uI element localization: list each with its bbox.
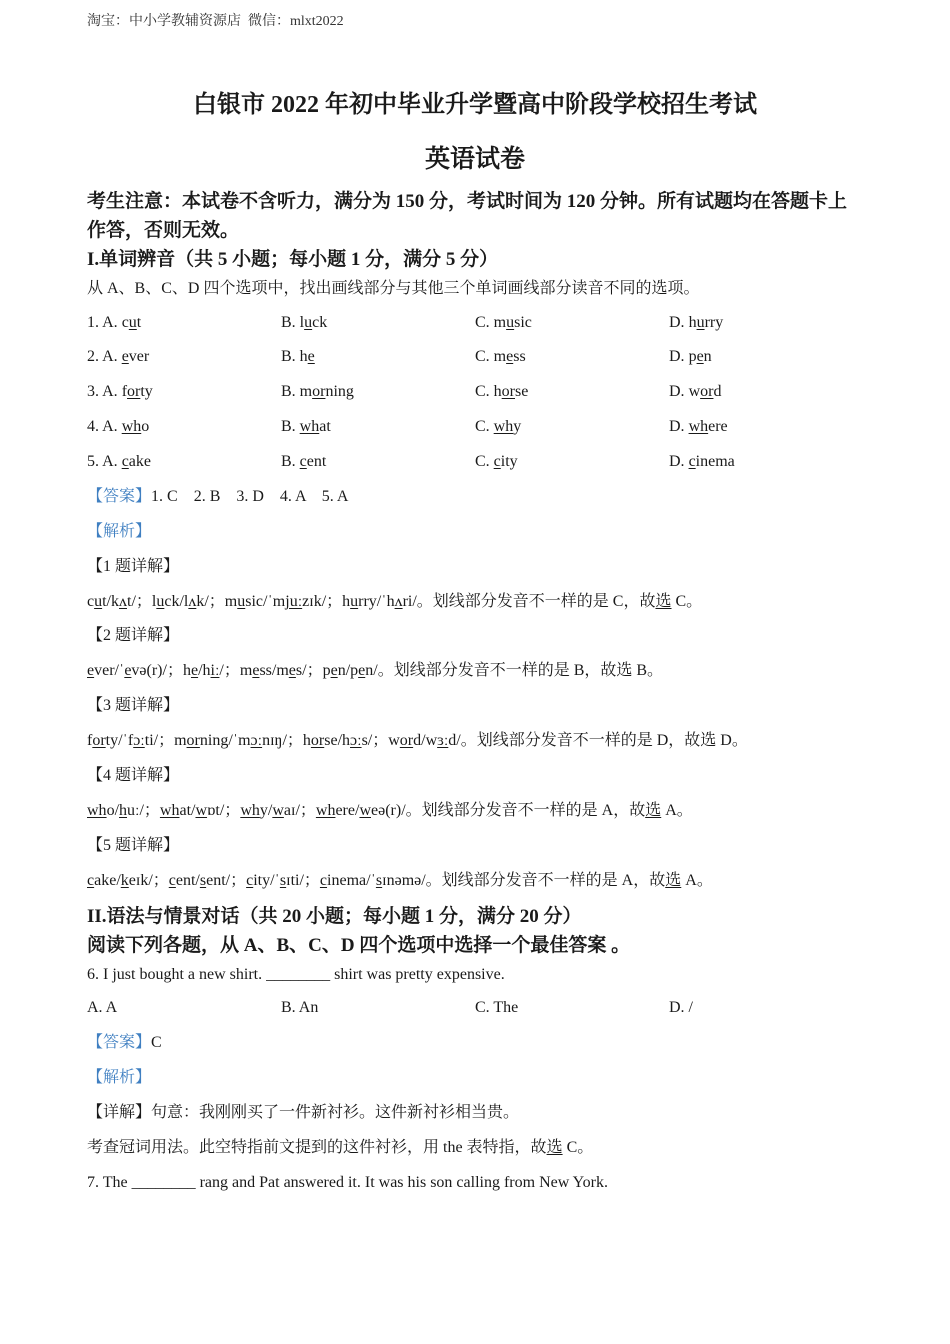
text-segment: at/ [179,801,196,819]
word-part: p [688,348,697,366]
word-part: h [299,348,308,366]
word-underlined-part: u [128,313,137,331]
section-instruction: 从 A、B、C、D 四个选项中，找出画线部分与其他三个单词画线部分读音不同的选项。 [87,280,700,297]
option-c [475,375,669,410]
text-segment: d/。划线部分发音不一样的是 D，故选 D。 [448,732,748,749]
underlined-segment: wh [315,801,336,819]
word-part: ity [500,453,518,470]
detail-5-heading: 【5 题详解】 [87,836,180,854]
section-phonics [87,245,863,898]
text-segment: ent/ [175,871,200,889]
answer-tag: 【答案】 [87,487,152,505]
underlined-segment: u [350,592,359,610]
option-a [87,340,281,375]
word-underlined-part: c [121,453,129,470]
word-underlined-part: or [312,383,326,401]
text-segment: se/h [324,732,351,749]
word-part: ss [513,348,526,366]
underlined-segment: u [94,592,103,610]
option-d: D. / [669,999,693,1017]
option-label: A. [102,453,122,470]
option-c [475,410,669,445]
word-part: w [688,383,701,401]
underlined-segment: e [87,662,95,680]
word-underlined-part: or [501,383,515,401]
word-underlined-part: c [493,453,501,470]
underlined-segment: wh [87,801,107,819]
exam-notice: 考生注意：本试卷不含听力，满分为 150 分，考试时间为 120 分钟。所有试题均在答题卡上作答，否则无效。 [87,191,848,241]
option-label: B. [281,418,300,436]
underlined-segment: 选 [645,801,662,819]
word-underlined-part: c [299,453,307,470]
option-a [87,410,281,445]
analysis-tag: 【解析】 [87,522,152,540]
section-grammar-dialogue [87,902,863,1200]
option-b [281,340,475,375]
text-segment: sic/ˈm [245,592,286,610]
word-part: y [513,418,522,436]
underlined-segment: h [119,801,128,819]
text-segment: eə(r)/。划线部分发音不一样的是 A，故 [371,801,646,819]
underlined-segment: ʌ [394,592,403,610]
exam-title: 白银市 2022 年初中毕业升学暨高中阶段学校招生考试 [193,92,757,118]
option-label: C. [475,383,494,401]
detail-text: 句意：我刚刚买了一件新衬衫。这件新衬衫相当贵。 [151,1104,520,1121]
text-segment: /h [198,662,211,680]
word-part: ty [140,383,153,401]
underlined-segment: s [199,871,207,889]
word-part: n [703,348,712,366]
underlined-segment: or [186,732,200,749]
option-label: A. [102,418,122,436]
word-part: l [299,313,305,331]
option-a [87,306,281,341]
text-segment: A。 [661,801,693,819]
option-label: D. [669,348,689,366]
option-a [87,375,281,410]
text-segment: ning/ˈm [199,732,251,749]
text-segment: d/w [413,732,438,749]
answer-line [87,1026,863,1061]
option-label: D. [669,383,689,401]
option-d [669,375,863,410]
option-label: B. [281,453,300,470]
word-underlined-part: e [696,348,704,366]
option-label: D. [669,313,689,331]
text-segment: 考查冠词用法。此空特指前文提到的这件衬衫，用 the 表特指，故 [87,1138,547,1156]
underlined-segment: w [272,801,284,819]
word-part: ver [128,348,150,366]
option-d [669,340,863,375]
word-underlined-part: u [304,313,313,331]
option-c [475,445,669,480]
word-underlined-part: wh [493,418,514,436]
option-a: A. A [87,999,118,1017]
option-d [669,410,863,445]
question-6-block [87,991,863,1200]
question-number: 2. [87,348,103,366]
option-a [87,445,281,480]
detail-1-text [87,585,863,620]
text-segment: ɒt/； [207,801,241,819]
word-part: ck [312,313,328,331]
underlined-segment: c [87,871,95,889]
option-label: C. [475,418,494,436]
text-segment: ity/ˈ [253,871,280,889]
option-label: A. [102,383,122,401]
option-d [669,445,863,480]
section-heading: II.语法与情景对话（共 20 小题；每小题 1 分，满分 20 分） [87,906,582,928]
exam-subject-title: 英语试卷 [424,146,525,173]
underlined-segment: e [124,662,132,680]
text-segment: ɪti/； [286,871,320,889]
text-segment: rry/ˈh [358,592,395,610]
question-number: 1. [87,313,103,331]
word-part: se [515,383,529,401]
detail-3-text [87,724,863,759]
option-label: A. [102,348,122,366]
word-part: m [493,313,507,331]
underlined-segment: c [168,871,176,889]
word-part: sic [514,313,532,331]
text-segment: nɪŋ/；h [262,732,311,749]
text-segment: ri/。划线部分发音不一样的是 C，故 [402,592,656,610]
underlined-segment: or [310,732,325,749]
option-c [475,306,669,341]
option-d [669,306,863,341]
word-part: inema [695,453,735,470]
word-part: m [299,383,313,401]
text-segment: uː/； [127,801,160,819]
text-segment: inema/ˈ [327,871,376,889]
analysis-tag: 【解析】 [87,1069,152,1087]
word-part: c [121,313,129,331]
answer-tag: 【答案】 [87,1034,152,1052]
question-number: 3. [87,383,103,401]
option-b [281,410,475,445]
section-heading: I.单词辨音（共 5 小题；每小题 1 分，满分 5 分） [87,249,499,270]
underlined-segment: w [359,801,371,819]
word-part: ere [708,418,728,436]
text-segment: s/；p [295,662,331,680]
underlined-segment: wh [159,801,180,819]
option-label: B. [281,383,300,401]
underlined-segment: 选 [546,1138,563,1156]
text-segment: zɪk/；h [302,592,351,610]
option-label: C. [475,453,494,470]
text-segment: c [87,592,95,610]
option-b [281,445,475,480]
text-segment: o/ [106,801,120,819]
word-part: ning [325,383,354,401]
underlined-segment: u [156,592,165,610]
answer-text: C [151,1034,162,1052]
text-segment: ake/ [94,871,121,889]
underlined-segment: 选 [665,871,682,889]
underlined-segment: or [92,732,106,749]
underlined-segment: c [319,871,328,889]
option-c: C. The [475,999,519,1017]
section-instruction: 阅读下列各题，从 A、B、C、D 四个选项中选择一个最佳答案 。 [87,935,631,957]
option-label: C. [475,313,494,331]
phonics-question-5 [87,445,863,480]
option-b [281,306,475,341]
word-part: h [493,383,502,401]
detail-4-text [87,794,863,829]
option-label: B. [281,348,300,366]
underlined-segment: ɔː [250,732,263,749]
word-part: at [319,418,331,436]
option-label: C. [475,348,494,366]
underlined-segment: e [288,662,296,680]
word-part: rry [704,313,724,331]
text-segment: və(r)/；h [131,662,191,680]
option-label: D. [669,418,689,436]
answer-line [87,480,863,515]
text-segment: ver/ˈ [94,662,125,680]
text-segment: ck/l [164,592,189,610]
text-segment: /；m [219,662,253,680]
detail-2-text [87,654,863,689]
underlined-segment: ɔː [133,732,145,749]
detail-line [87,1096,863,1131]
detail-5-text [87,864,863,899]
text-segment: n/p [337,662,359,680]
detail-1-heading: 【1 题详解】 [87,557,180,575]
underlined-segment: e [190,662,199,680]
underlined-segment: e [252,662,260,680]
word-underlined-part: wh [688,418,709,436]
underlined-segment: ɜː [437,732,449,749]
text-segment: ti/；m [144,732,187,749]
option-label: A. [102,313,122,331]
text-segment: eɪk/； [128,871,169,889]
text-segment: ss/m [259,662,289,680]
word-part: d [713,383,722,401]
underlined-segment: s [279,871,287,889]
underlined-segment: c [246,871,254,889]
word-underlined-part: or [700,383,714,401]
text-segment: C。 [562,1138,594,1156]
text-segment: ere/ [335,801,360,819]
underlined-segment: iː [210,662,220,680]
detail-4-heading: 【4 题详解】 [87,766,180,784]
underlined-segment: e [330,662,338,680]
underlined-segment: 选 [655,592,672,610]
question-6-options [87,991,863,1026]
word-part: m [493,348,507,366]
word-part: o [141,418,150,436]
underlined-segment: ʌ [119,592,127,610]
phonics-question-4 [87,410,863,445]
underlined-segment: juː [285,592,303,610]
text-segment: ent/； [206,871,247,889]
word-part: h [688,313,697,331]
word-underlined-part: e [121,348,129,366]
option-b: B. An [281,999,319,1017]
underlined-segment: or [399,732,414,749]
option-label: B. [281,313,300,331]
word-underlined-part: wh [299,418,320,436]
text-segment: y/ [259,801,273,819]
underlined-segment: ɔː [350,732,362,749]
text-segment: n/。划线部分发音不一样的是 B，故选 B。 [365,662,664,680]
question-number: 4. [87,418,103,436]
text-segment: s/；w [361,732,400,749]
underlined-segment: ʌ [188,592,197,610]
question-7-stem: 7. The ________ rang and Pat answered it. It was his son calling from New York. [87,1173,608,1191]
detail-3-heading: 【3 题详解】 [87,697,180,715]
word-underlined-part: u [696,313,705,331]
word-underlined-part: wh [121,418,142,436]
word-underlined-part: u [506,313,515,331]
word-part: f [121,383,128,401]
text-segment: ty/ˈf [105,732,134,749]
explanation-line [87,1131,863,1166]
source-header: 淘宝：中小学教辅资源店 微信：mlxt2022 [87,14,344,29]
underlined-segment: wh [240,801,260,819]
word-underlined-part: or [127,383,141,401]
option-b [281,375,475,410]
word-part: ake [128,453,151,470]
underlined-segment: s [375,871,383,889]
option-label: D. [669,453,689,470]
text-segment: ɪnəmə/。划线部分发音不一样的是 A，故 [382,871,666,889]
option-c [475,340,669,375]
question-6-stem: 6. I just bought a new shirt. ________ shirt was pretty expensive. [87,966,505,984]
text-segment: t/；l [127,592,157,610]
phonics-question-2 [87,340,863,375]
question-number: 5. [87,453,103,470]
text-segment: f [87,732,93,749]
text-segment: aɪ/； [283,801,316,819]
phonics-questions [87,306,863,899]
text-segment: t/k [102,592,119,610]
underlined-segment: u [237,592,246,610]
answer-text: 1. C 2. B 3. D 4. A 5. A [151,487,349,505]
text-segment: k/；m [196,592,238,610]
detail-2-heading: 【2 题详解】 [87,627,180,645]
word-underlined-part: c [688,453,696,470]
word-part: ent [306,453,327,470]
text-segment: C。 [671,592,703,610]
underlined-segment: k [120,871,129,889]
phonics-question-3 [87,375,863,410]
detail-tag: 【详解】 [87,1104,152,1121]
phonics-question-1 [87,306,863,341]
underlined-segment: e [358,662,366,680]
word-underlined-part: e [307,348,315,366]
underlined-segment: w [195,801,208,819]
word-part: t [136,313,142,331]
word-underlined-part: e [506,348,514,366]
text-segment: A。 [681,871,713,889]
